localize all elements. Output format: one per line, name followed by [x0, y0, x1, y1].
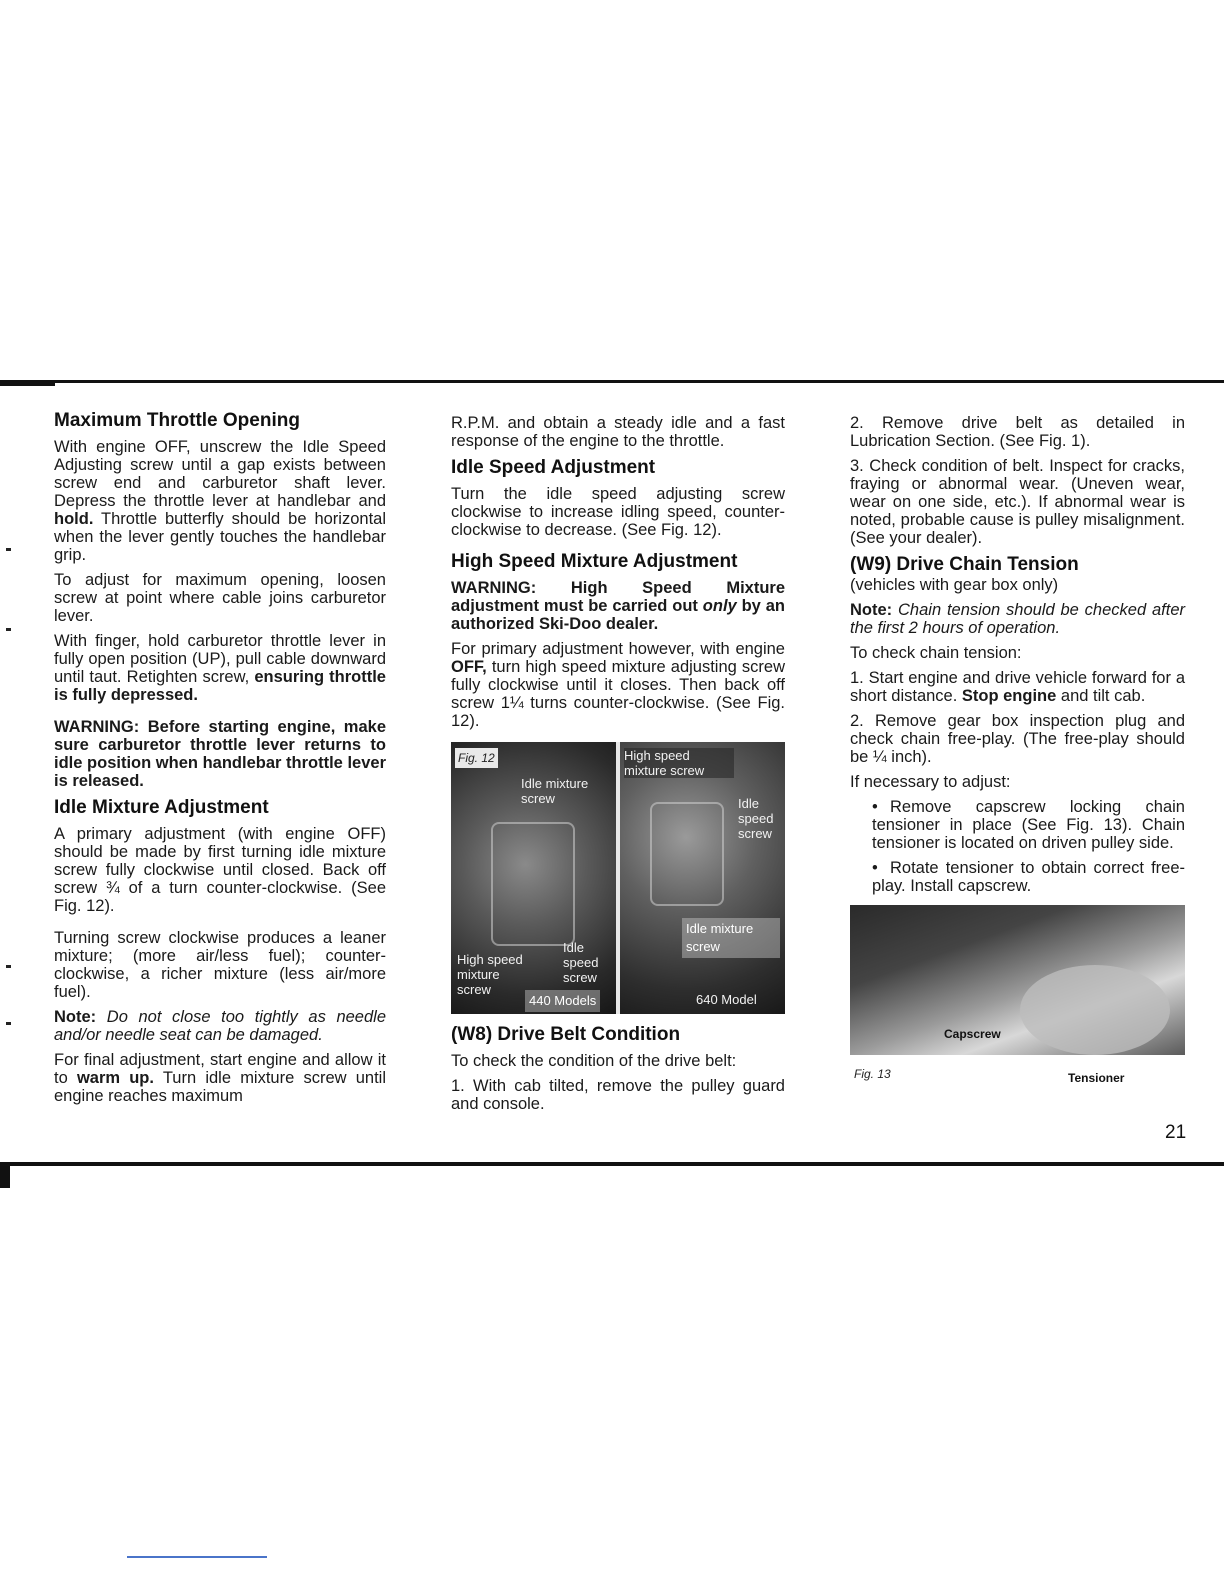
figure-12-carburetor-photo [451, 742, 785, 1014]
label-640-model: 640 Model [696, 992, 757, 1007]
photo-440-models [451, 742, 616, 1014]
carburetor-shape [491, 822, 575, 946]
label-idle-mixture-screw-right: Idle mixture screw [682, 918, 780, 958]
paragraph: A primary adjustment (with engine OFF) should be made by first turning idle mixture screw fully clockwise until closed. Back off screw ¾ of a turn counter-clockwise. (See Fig. 12). [54, 825, 386, 915]
paragraph [54, 1051, 386, 1105]
label-tensioner: Tensioner [1068, 1071, 1125, 1085]
bold-text: ensuring throttle is fully depressed. [54, 668, 386, 704]
paragraph: 1. With cab tilted, remove the pulley guard and console. [451, 1077, 785, 1113]
note-label: Note: [850, 601, 893, 619]
paragraph: If necessary to adjust: [850, 773, 1011, 791]
note-text: Do not close too tightly as needle and/or needle seat can be damaged. [54, 1008, 386, 1044]
paragraph [54, 632, 386, 704]
subheading: (vehicles with gear box only) [850, 576, 1059, 594]
margin-mark [6, 628, 11, 631]
text: WARNING: High Speed Mixture adjustment must be carried out [451, 579, 785, 615]
label-high-speed-mixture-screw: High speed mixture screw [457, 952, 523, 997]
paragraph: Turning screw clockwise produces a leaner mixture; (more air/less fuel); counter-clockwise, a richer mixture (less air/more fuel). [54, 929, 386, 1001]
margin-mark [6, 965, 11, 968]
text: Remove capscrew locking chain tensioner in place (See Fig. 13). Chain tensioner is located on driven pulley side. [872, 798, 1185, 852]
heading-idle-speed: Idle Speed Adjustment [451, 457, 656, 478]
bullet: • [872, 859, 878, 877]
paragraph: To adjust for maximum opening, loosen screw at point where cable joins carburetor lever. [54, 571, 386, 625]
warning-text: WARNING: Before starting engine, make sure carburetor throttle lever returns to idle position when handlebar throttle lever is released. [54, 718, 386, 790]
paragraph: Turn the idle speed adjusting screw clockwise to increase idling speed, counter-clockwise to decrease. (See Fig. 12). [451, 485, 785, 539]
text: Turn idle mixture screw until engine reaches maximum [54, 1069, 386, 1105]
fig-label: Fig. 12 [455, 748, 498, 768]
label-idle-speed-screw: Idle speed screw [563, 940, 599, 985]
note-label: Note: [54, 1008, 97, 1026]
margin-mark [6, 1022, 11, 1025]
photo-640-model [620, 742, 785, 1014]
page-number: 21 [1165, 1122, 1187, 1143]
text: turn high speed mixture adjusting screw fully clockwise until it closes. Then back off screw 1¼ turns counter-clockwise. (See Fig. 12). [451, 658, 785, 730]
label-idle-speed-screw-top: Idle speed screw [738, 796, 774, 841]
margin-mark [6, 548, 11, 551]
heading-max-throttle: Maximum Throttle Opening [54, 410, 300, 431]
paragraph: 3. Check condition of belt. Inspect for cracks, fraying or abnormal wear. (Uneven wear, wear on one side, etc.). If abnormal wear is noted, probable cause is pulley misalignment. (See your dealer). [850, 457, 1185, 547]
carburetor-shape [650, 802, 724, 906]
note [54, 1008, 386, 1044]
note [850, 601, 1185, 637]
bold-text: hold. [54, 510, 94, 528]
heading-w8: (W8) Drive Belt Condition [451, 1024, 681, 1045]
label-idle-mixture-screw: Idle mixture screw [521, 776, 589, 806]
pulley-shape [1020, 965, 1170, 1055]
heading-high-speed: High Speed Mixture Adjustment [451, 551, 738, 572]
column-2 [451, 408, 785, 1120]
paragraph: 2. Remove drive belt as detailed in Lubrication Section. (See Fig. 1). [850, 414, 1185, 450]
heading-w9: (W9) Drive Chain Tension [850, 554, 1079, 575]
text: Rotate tensioner to obtain correct free-play. Install capscrew. [872, 859, 1185, 895]
label-440-models: 440 Models [525, 990, 600, 1012]
bottom-rule-lead [0, 1162, 10, 1188]
italic-text: only [702, 597, 737, 615]
text: With finger, hold carburetor throttle lever in fully open position (UP), pull cable downward until taut. Retighten screw, [54, 632, 386, 686]
text: With engine OFF, unscrew the Idle Speed Adjusting screw until a gap exists between screw end and carburetor shaft lever. Depress the throttle lever at handlebar and [54, 438, 386, 510]
bottom-rule [0, 1162, 1224, 1166]
label-capscrew: Capscrew [944, 1027, 1001, 1041]
text: For final adjustment, start engine and allow it to [54, 1051, 386, 1087]
note-text: Chain tension should be checked after the first 2 hours of operation. [850, 601, 1185, 637]
paragraph: R.P.M. and obtain a steady idle and a fast response of the engine to the throttle. [451, 414, 785, 450]
top-rule [0, 380, 1224, 383]
bold-text: OFF, [451, 658, 487, 676]
paragraph [850, 669, 1185, 705]
text: and tilt cab. [1056, 687, 1146, 705]
paragraph: To check chain tension: [850, 644, 1022, 662]
figure-13-tensioner-photo [850, 905, 1185, 1097]
paragraph: To check the condition of the drive belt: [451, 1052, 737, 1070]
text: Throttle butterfly should be horizontal when the lever gently touches the handlebar grip. [54, 510, 386, 564]
list-item [850, 798, 1185, 852]
text: 1. Start engine and drive vehicle forward for a short distance. [850, 669, 1185, 705]
paragraph: 2. Remove gear box inspection plug and check chain free-play. (The free-play should be ¼ inch). [850, 712, 1185, 766]
text: For primary adjustment however, with engine [451, 640, 785, 658]
heading-idle-mixture: Idle Mixture Adjustment [54, 797, 269, 818]
label-high-speed-mixture-screw-top: High speed mixture screw [624, 748, 734, 778]
paragraph [54, 438, 386, 564]
list-item [850, 859, 1185, 895]
top-rule-lead [0, 380, 55, 386]
paragraph [451, 640, 785, 730]
warning-text [451, 579, 785, 633]
bullet: • [872, 798, 878, 816]
text: by an authorized Ski-Doo dealer. [451, 597, 785, 633]
bold-text: Stop engine [961, 687, 1057, 705]
blue-underline [127, 1556, 267, 1558]
column-3 [850, 408, 1185, 1097]
bold-text: warm up. [76, 1069, 154, 1087]
column-1 [54, 408, 386, 1112]
fig-label: Fig. 13 [854, 1067, 891, 1081]
